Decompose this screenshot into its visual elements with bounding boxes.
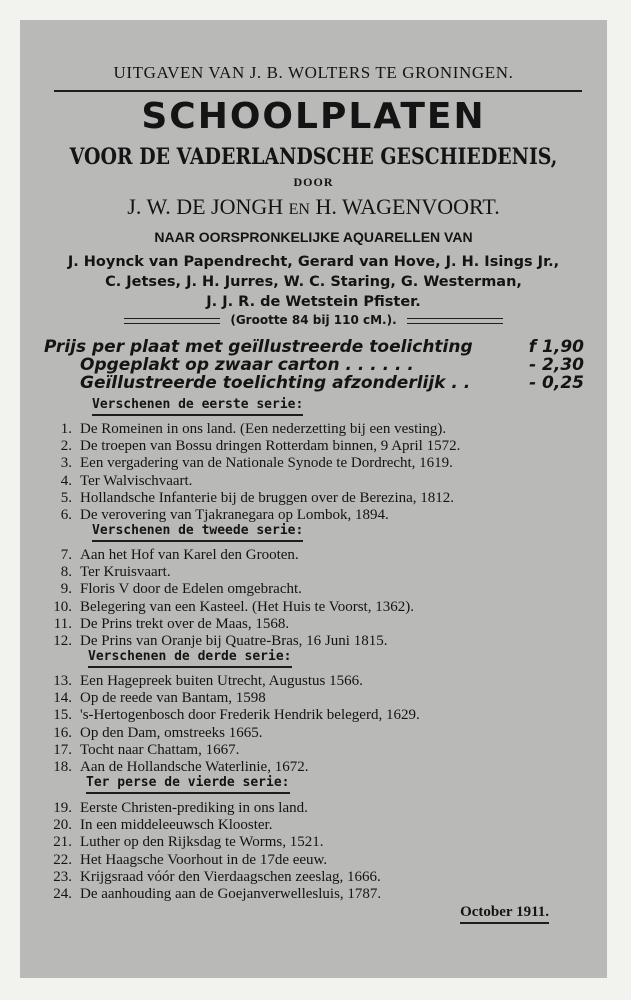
double-rule-left (124, 318, 220, 324)
authors-conjunction: EN (288, 201, 310, 218)
plate-list (34, 547, 594, 650)
list-item: 20. In een middeleeuwsch Klooster. (53, 817, 273, 834)
list-item: 21. Luther op den Rijksdag te Worms, 1521. (53, 834, 324, 851)
publisher-line: UITGAVEN VAN J. B. WOLTERS TE GRONINGEN. (113, 63, 514, 82)
price-value: - 0,25 (529, 373, 584, 393)
list-item: 18. Aan de Hollandsche Waterlinie, 1672. (53, 759, 309, 776)
series-heading: Ter perse de vierde serie: (86, 775, 290, 790)
artists-block (20, 252, 607, 312)
plate-list (34, 673, 594, 776)
poster-sheet (20, 20, 607, 978)
list-item: 15. 's-Hertogenbosch door Frederik Hendrik belegerd, 1629. (53, 707, 420, 724)
poster-subtitle: VOOR DE VADERLANDSCHE GESCHIEDENIS, (69, 144, 558, 170)
list-item: 22. Het Haagsche Voorhout in de 17de eeuw. (53, 851, 328, 868)
list-item: 1. De Romeinen in ons land. (Een nederzetting bij een vesting). (60, 421, 447, 437)
price-label: Opgeplakt op zwaar carton . . . . . . (80, 355, 414, 375)
list-item: 7. Aan het Hof van Karel den Grooten. (60, 547, 299, 563)
list-item: 14. Op de reede van Bantam, 1598 (53, 690, 266, 707)
list-item: 8. Ter Kruisvaart. (60, 564, 171, 581)
price-row (44, 374, 584, 392)
price-row (44, 338, 584, 356)
series-heading: Verschenen de tweede serie: (92, 523, 303, 538)
list-item: 6. De verovering van Tjakranegara op Lombok, 1894. (60, 507, 389, 524)
list-item: 12. De Prins van Oranje bij Quatre-Bras, 16 Juni 1815. (53, 633, 388, 650)
list-item: 13. Een Hagepreek buiten Utrecht, Augustus 1566. (53, 673, 363, 689)
after-watercolours-label: NAAR OORSPRONKELIJKE AQUARELLEN VAN (154, 229, 473, 245)
series-heading: Verschenen de eerste serie: (92, 397, 303, 412)
list-item: 3. Een vergadering van de Nationale Synode te Dordrecht, 1619. (60, 455, 453, 472)
top-rule (54, 90, 582, 92)
price-value: f 1,90 (528, 337, 584, 357)
list-item: 4. Ter Walvischvaart. (60, 472, 193, 489)
authors-line (20, 194, 607, 220)
price-label: Prijs per plaat met geïllustreerde toelichting (44, 337, 473, 357)
by-label: DOOR (293, 175, 334, 189)
plate-list (34, 800, 594, 903)
list-item: 10. Belegering van een Kasteel. (Het Huis te Voorst, 1362). (53, 598, 414, 615)
artists-line: J. Hoynck van Papendrecht, Gerard van Hove, J. H. Isings Jr., (67, 254, 560, 270)
double-rule-right (407, 318, 503, 324)
author-second: H. WAGENVOORT. (315, 194, 500, 219)
list-item: 5. Hollandsche Infanterie bij de bruggen over de Berezina, 1812. (60, 489, 455, 506)
artists-line: C. Jetses, J. H. Jurres, W. C. Staring, G. Westerman, (105, 274, 522, 290)
list-item: 2. De troepen van Bossu dringen Rotterdam binnen, 9 April 1572. (60, 438, 461, 455)
poster-title: SCHOOLPLATEN (141, 96, 486, 137)
list-item: 16. Op den Dam, omstreeks 1665. (53, 724, 263, 741)
size-line (20, 313, 607, 327)
artists-line: J. J. R. de Wetstein Pfister. (206, 294, 421, 310)
list-item: 17. Tocht naar Chattam, 1667. (53, 741, 240, 758)
price-row (44, 356, 584, 374)
publication-date: October 1911. (460, 904, 549, 921)
list-item: 23. Krijgsraad vóór den Vierdaagschen zeeslag, 1666. (53, 868, 381, 885)
author-first: J. W. DE JONGH (127, 194, 284, 219)
list-item: 19. Eerste Christen-prediking in ons land. (53, 800, 308, 816)
price-value: - 2,30 (529, 355, 584, 375)
list-item: 11. De Prins trekt over de Maas, 1568. (53, 615, 290, 632)
series-heading: Verschenen de derde serie: (88, 649, 292, 664)
price-label: Geïllustreerde toelichting afzonderlijk . . (80, 373, 471, 393)
list-item: 9. Floris V door de Edelen omgebracht. (60, 581, 302, 598)
plate-list (34, 421, 594, 524)
price-list (44, 338, 584, 392)
size-text: (Grootte 84 bij 110 cM.). (230, 313, 397, 327)
list-item: 24. De aanhouding aan de Goejanverwellesluis, 1787. (53, 886, 382, 903)
